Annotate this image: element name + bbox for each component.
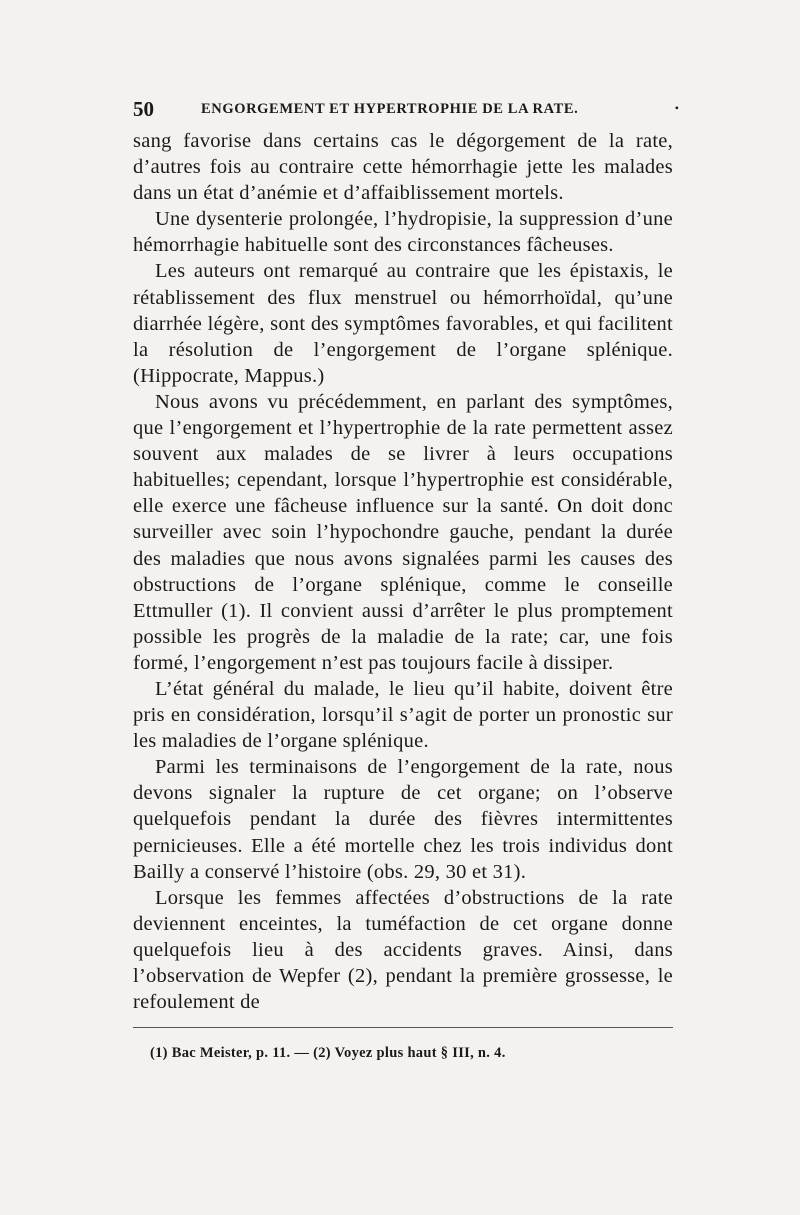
header-mark: • [674,101,679,115]
paragraph: Lorsque les femmes affectées d’obstructions de la rate deviennent enceintes, la tuméfaction de cet organe donne quelquefois lieu à des accidents graves. Ainsi, dans l’observation de Wepfer (2), pendant la première grossesse, le refoulement de [133,886,673,1014]
paragraph: L’état général du malade, le lieu qu’il habite, doivent être pris en considération, lorsqu’il s’agit de porter un pronostic sur les maladies de l’organe splénique. [133,677,673,753]
paragraph: Parmi les terminaisons de l’engorgement de la rate, nous devons signaler la rupture de cet organe; on l’observe quelquefois pendant la durée des fièvres intermittentes pernicieuses. Elle a été mortelle chez les trois individus dont Bailly a conservé l’histoire (obs. 29, 30 et 31). [133,756,673,883]
running-head: ENGORGEMENT ET HYPERTROPHIE DE LA RATE. [201,101,579,117]
paragraph: sang favorise dans certains cas le dégorgement de la rate, d’autres fois au contraire cette hémorrhagie jette les malades dans un état d’anémie et d’affaiblissement mortels. [133,130,673,205]
footnote: (1) Bac Meister, p. 11. — (2) Voyez plus haut § III, n. 4. [150,1045,506,1061]
page-number: 50 [133,97,154,121]
paragraph: Les auteurs ont remarqué au contraire que les épistaxis, le rétablissement des flux menstruel ou hémorrhoïdal, qu’une diarrhée légère, sont des symptômes favorables, et qui facilitent la résolution de l’engorgement de l’organe splénique. (Hippocrate, Mappus.) [133,260,673,387]
body-text [133,128,673,1015]
page-header [133,97,679,127]
paragraph: Nous avons vu précédemment, en parlant des symptômes, que l’engorgement et l’hypertrophie de la rate permettent assez souvent aux malades de se livrer à leurs occupations habituelles; cependant, lorsque l’hypertrophie est considérable, elle exerce une fâcheuse influence sur la santé. On doit donc surveiller avec soin l’hypochondre gauche, pendant la durée des maladies que nous avons signalées parmi les causes des obstructions de l’organe splénique, comme le conseille Ettmuller (1). Il convient aussi d’arrêter le plus promptement possible les progrès de la maladie de la rate; car, une fois formé, l’engorgement n’est pas toujours facile à dissiper. [133,390,673,674]
paragraph: Une dysenterie prolongée, l’hydropisie, la suppression d’une hémorrhagie habituelle sont des circonstances fâcheuses. [133,208,673,257]
footnote-rule [133,1027,673,1028]
